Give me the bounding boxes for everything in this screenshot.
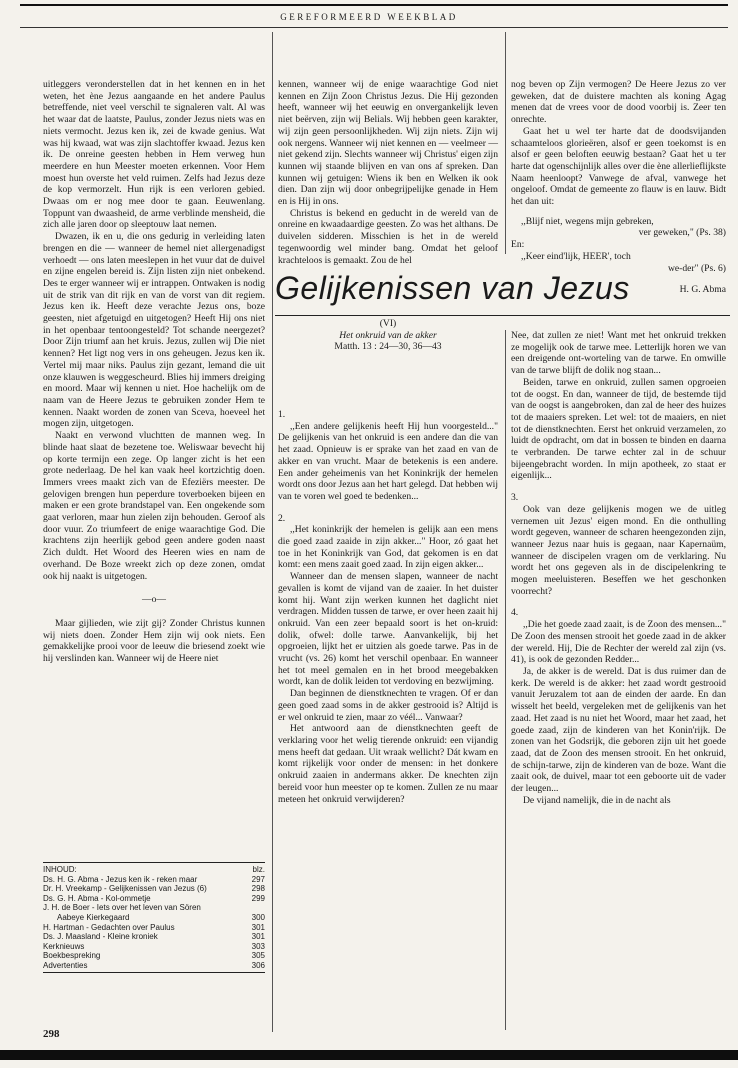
page-header	[0, 0, 738, 40]
toc-entry	[43, 923, 265, 933]
toc-entry-page: 297	[251, 874, 265, 884]
section-separator: —o—	[142, 594, 166, 606]
paragraph: Dan beginnen de dienstknechten te vragen. Of er dan geen goed zaad soms in de akker gestrooid is? Altijd is er wel onkruid te zien, maar zo véél... Vanwaar?	[278, 688, 498, 723]
toc-entry-page: 303	[251, 941, 265, 951]
series-number: (VI)	[379, 318, 397, 329]
toc-entry	[43, 894, 265, 904]
toc-entry	[43, 951, 265, 961]
toc-entry-title: H. Hartman - Gedachten over Paulus	[43, 922, 175, 932]
column-2	[278, 79, 498, 266]
toc-entry-title: J. H. de Boer - Iets over het leven van Sören	[43, 903, 201, 913]
toc-entry-title: Dr. H. Vreekamp - Gelijkenissen van Jezus (6)	[43, 884, 207, 894]
paragraph: ,,Het koninkrijk der hemelen is gelijk aan een mens die goed zaad zaaide in zijn akker..." Hoor, zó gaat het toe in het Koninkrijk van God, dat gekomen is en dat komt: een mens zaait goed zaad. In zijn eigen akker...	[278, 524, 498, 571]
toc-entry-page	[245, 903, 265, 913]
section-number: 4.	[511, 607, 519, 619]
section-number: 1.	[278, 409, 286, 420]
toc-entry	[43, 932, 265, 942]
paragraph: Beiden, tarwe en onkruid, zullen samen opgroeien tot de oogst. En dan, wanneer de tijd, de bestemde tijd van de oogst is aangebroken, dan zal de heer des huizes tot de maaiers spreken. Let wel: tot de maaiers, en niet tot de dienstknechten. Eerst het onkruid verzamelen, zo luidt de opdracht, om dat in bossen te binden en daarna te verbranden. De tarwe echter zal in de schuur bijeengebracht worden. In mijn apotheek, zo staat er eigenlijk...	[511, 376, 726, 482]
toc-heading: INHOUD:	[43, 865, 77, 874]
toc-entry-title: Aabeye Kierkegaard	[57, 912, 130, 922]
article-column-left	[278, 403, 498, 805]
scripture-reference: Matth. 13 : 24—30, 36—43	[334, 341, 442, 353]
toc-top-rule	[43, 862, 265, 863]
toc-entry-page: 306	[251, 960, 265, 970]
column-divider-left	[272, 32, 273, 1032]
toc-entry	[43, 961, 265, 971]
toc-entry	[43, 875, 265, 885]
toc-entry-page: 298	[251, 884, 265, 894]
article-column-right	[511, 330, 726, 806]
paragraph: Naakt en verwond vluchtten de mannen weg. In blinde haat slaat de bezetene toe. Weliswaar bevecht hij op korte termijn een zege. Op langer zicht is het een grote nederlaag. De hel kan vaak heel kortzichtig doen. Immers vrees maakt zich van de Efeziërs meester. De gelovigen brengen hun peperdure toverboeken bijeen en maken er een grote brandstapel van. Een ongekende som gaat verloren, maar hun zielen zijn behouden. Geroof als door vuur. Zo triumfeert de enige waarachtige God. Die krachtens zijn heerlijk gebod geen andere goden naast Zich duldt. Het Woord des Heeren wies en nam de overhand. De Boze wreekt zich op deze zonen, omdat ook hij naakt is uitgetogen.	[43, 430, 265, 582]
paragraph: Wanneer dan de mensen slapen, wanneer de nacht gevallen is komt de vijand van de zaaier. In het duister komt hij. Want zijn werken kunnen het daglicht niet verdragen. Midden tussen de tarwe, er over heen zaait hij onkruid. Van een zeer bepaald soort is het on-kruid: dolik, ofwel: dolle tarwe. Aanvankelijk, bij het opgroeien, lijkt het er uitzien als goede tarwe. Pas in de vrucht (vs. 26) komt het verschil openbaar. En wanneer het tot meel gemalen en in het brood meegebakken wordt, kan de dolik leiden tot verdoving en bezwijming.	[278, 571, 498, 688]
psalm-quote-line: ,,Blijf niet, wegens mijn gebreken,	[521, 215, 654, 227]
toc-entry	[43, 942, 265, 952]
article-subtitle: Het onkruid van de akker	[339, 329, 437, 341]
toc-entry	[43, 903, 265, 913]
paragraph: Christus is bekend en geducht in de wereld van de onreine en kwaadaardige geesten. Zo was het althans. De duivelen sidderen. Misschien is het in de wereld tegenwoordig wel minder bang. Omdat het geloof krachteloos is gemaakt. Zou de hel	[278, 207, 498, 266]
paragraph: Ja, de akker is de wereld. Dat is dus ruimer dan de kerk. De wereld is de akker: het zaad wordt gestrooid vanuit Jeruzalem tot aan de einden der aarde. En dan wisselt het beeld, vergeleken met de gelijkenis van het zaad. Het zaad is nu niet het Woord, maar het zaad, het goede zaad, zijn de kinderen van het Konin'rijk. De zonen van het Godsrijk, die geboren zijn uit het goede zaad, dat de Zoon des mensen strooit. En het onkruid, de schijn-tarwe, zijn de kinderen van de boze. Want die zaait ook, de duivel, maar tot een geboorte uit de vader der leugen...	[511, 665, 726, 795]
toc-entry-title: Ds. J. Maasland - Kleine kroniek	[43, 932, 158, 942]
paragraph: Gaat het u wel ter harte dat de doodsvijanden schaamteloos glorieëren, alsof er geen toekomst is en alsof er geen beloften eeuwig bestaan? Gaat het u ter harte dat ogenschijnlijk alles over die ène allerlieflijkste Naam heenloopt? Vanwege de afval, vanwege het ongeloof. Omdat de gemeente zo flauw is en lauw. Bidt het dan uit:	[511, 125, 726, 208]
toc-entry-title: Advertenties	[43, 960, 88, 970]
toc-header	[43, 862, 265, 875]
paragraph: kennen, wanneer wij de enige waarachtige God niet kennen en Zijn Zoon Christus Jezus. Die Hij gezonden heeft, wanneer wij het eeuwig en onvergankelijk leven niet beërven, zijn wij Belials. Wij hebben geen karakter, wij zijn geen persoonlijkheden. Wij zijn niets. Zijn wij ook nergens. Wanneer wij niet kennen en — veelmeer — niet gekend zijn. Slechts wanneer wij Christus' eigen zijn kunnen wij staande blijven en van ons af spreken. Dan kunnen wij getuigen: Wiens ik ben en Welken ik ook dien. Dan zijn wij door onbegrijpelijke genade in Hem en is Hij in ons.	[278, 79, 498, 208]
paragraph: ,,Een andere gelijkenis heeft Hij hun voorgesteld..." De gelijkenis van het onkruid is een andere dan die van het zaad. Opnieuw is er sprake van het zaad en van de akker en van vrucht. Maar de betekenis is een andere. Een ander geheimenis van het Koninkrijk der hemelen wordt ons door Jezus aan het hart gelegd. Dat hebben wij van te voren wel goed te bedenken...	[278, 420, 498, 502]
toc-entry-page: 305	[251, 951, 265, 961]
toc-entry-title: Ds. G. H. Abma - Kol-ommetje	[43, 893, 151, 903]
toc-entry	[43, 913, 265, 923]
psalm-quote-line: ,,Keer eind'lijk, HEER', toch	[521, 250, 631, 262]
paragraph: uitleggers veronderstellen dat in het kennen en in het weten, het ène Jezus aangaande en het andere Paulus betreffende, niet veel verschil te signaleren valt. Al was het waar dat de laatste, Paulus, zonder Jezus niets was en niets vermocht. Jezus ken ik, zei de kwade genius. Wat was hij kwaad, wat was zijn slachtoffer kwaad. Jezus ken ik. De onreine geesten hebben in Hem verweg hun meerdere en hun Meester moeten erkennen. Voor Hem moest hun overste het veld ruimen. Zelfs had Jezus deze de kop vermorzelt. Hun rijk is een verloren gebied. Dwaas om er nog mee door te gaan. Eeuwenlang. Toppunt van dwaasheid, de arme verblinde mensheid, die zich alle jaren door op sleeptouw laat nemen.	[43, 79, 265, 231]
paragraph: nog beven op Zijn vermogen? De Heere Jezus zo ver geweken, dat de duistere machten als koning Agag menen dat de vrees voor de dood voorbij is. Zeer ten onrechte.	[511, 79, 726, 126]
paragraph: Ook van deze gelijkenis mogen we de uitleg vernemen uit Jezus' eigen mond. En die onthulling wordt gegeven, wanneer de scharen heengezonden zijn, wanneer Jezus naar huis is gegaan, naar Kapernaüm, wanneer de discipelen vragen om de verklaring. Nu wordt het ons gegeven als in de discipelenkring te mogen meeluisteren. Beseffen we het geschonken voorrecht?	[511, 503, 726, 597]
article-subheading	[278, 318, 498, 353]
running-head: GEREFORMEERD WEEKBLAD	[280, 12, 458, 22]
psalm-quote-line: ver geweken," (Ps. 38)	[638, 227, 726, 239]
table-of-contents	[43, 862, 265, 971]
toc-page-label: blz.	[252, 865, 265, 874]
top-rule	[20, 4, 728, 6]
quote-connector: En:	[511, 239, 525, 251]
section-number: 2.	[278, 512, 286, 524]
header-rule	[20, 27, 728, 28]
toc-entry-title: Kerknieuws	[43, 941, 85, 951]
toc-bottom-rule	[43, 972, 265, 973]
toc-entry-page: 299	[251, 893, 265, 903]
column-3	[511, 79, 726, 296]
toc-entry-title: Ds. H. G. Abma - Jezus ken ik - reken maar	[43, 874, 198, 884]
toc-entry-page: 301	[251, 932, 265, 942]
author-signature: H. G. Abma	[679, 284, 726, 296]
toc-entry-title: Boekbespreking	[43, 951, 101, 961]
column-divider-right-top	[505, 32, 506, 254]
paragraph: Het antwoord aan de dienstknechten geeft de verklaring voor het welig tierende onkruid: een vijandig mens heeft dat gedaan. Uit wraak wellicht? Dát kwam en komt rijkelijk voor onder de mensen: in het donkere onkruid zaaien in andermans akker. De knechten zijn bereid voor hun meester op te komen. Zullen ze nu maar meteen het onkruid verwijderen?	[278, 723, 498, 805]
psalm-quote-line: we-der" (Ps. 6)	[668, 262, 726, 274]
paragraph: De vijand namelijk, die in de nacht als	[523, 794, 671, 806]
article-title: Gelijkenissen van Jezus	[275, 270, 630, 306]
section-number: 3.	[511, 492, 519, 504]
paragraph: Nee, dat zullen ze niet! Want met het onkruid trekken ze mogelijk ook de tarwe mee. Letterlijk horen we van een dreigende ont-worteling van de tarwe. En omwille van de tarwe blijft de dolik nog staan...	[511, 330, 726, 377]
bottom-bar	[0, 1050, 738, 1060]
paragraph: ,,Die het goede zaad zaait, is de Zoon des mensen..." De Zoon des mensen strooit het goede zaad in de akker der wereld. Hij, Die de Rechter der wereld zal zijn (vs. 41), is ook de gezonden Redder...	[511, 619, 726, 666]
page-number: 298	[43, 1028, 60, 1040]
toc-entry-page: 300	[251, 912, 265, 922]
column-divider-right-bottom	[505, 330, 506, 1030]
toc-entry	[43, 884, 265, 894]
paragraph: Dwazen, ik en u, die ons gedurig in verleiding laten brengen en die — wanneer de hemel niet allergenadigst verhoedt — ons laten meeslepen in het vuur dat de duivel en zijne engelen bereid is. Zijn listen zijn niet onbekend. Des te erger wanneer wij er intrappen. Ontwaken is nodig uit de strik van dit rijk en van de vorst van dit regiem. Jezus ken ik. Heeft deze verachte Jezus ons, boze geesten, niet afgetuigd en uitgetogen? Heeft Hij ons niet in het openbaar tentoongesteld? Tot schande neergezet? Door Zijn triumf aan het kruis. Jezus, zullen wij Die niet kennen? Het ligt nog vers in ons geheugen. Jezus ken ik. Vertel mij maar niks. Paulus zijn gezant, lemand die uit onze klauwen is weggescheurd. Blies hij immers dreiging en moord. Maar wij kennen u niet. Hoe hachelijk om de naam van de Heere Jezus te gebruiken zonder Hem te kennen. Naakt worden de zonen van Sceva, hoeveel het mogen zijn, uitgetogen.	[43, 231, 265, 430]
column-1	[43, 79, 265, 665]
toc-entry-page: 301	[251, 922, 265, 932]
paragraph: Maar gijlieden, wie zijt gij? Zonder Christus kunnen wij niets doen. Zonder Hem zijn wij ook niets. Een gemakkelijke prooi voor de leeuw die briesend zoekt wie hij verslinden kan. Wanneer wij de Heere niet	[43, 617, 265, 665]
title-rule	[275, 315, 730, 316]
